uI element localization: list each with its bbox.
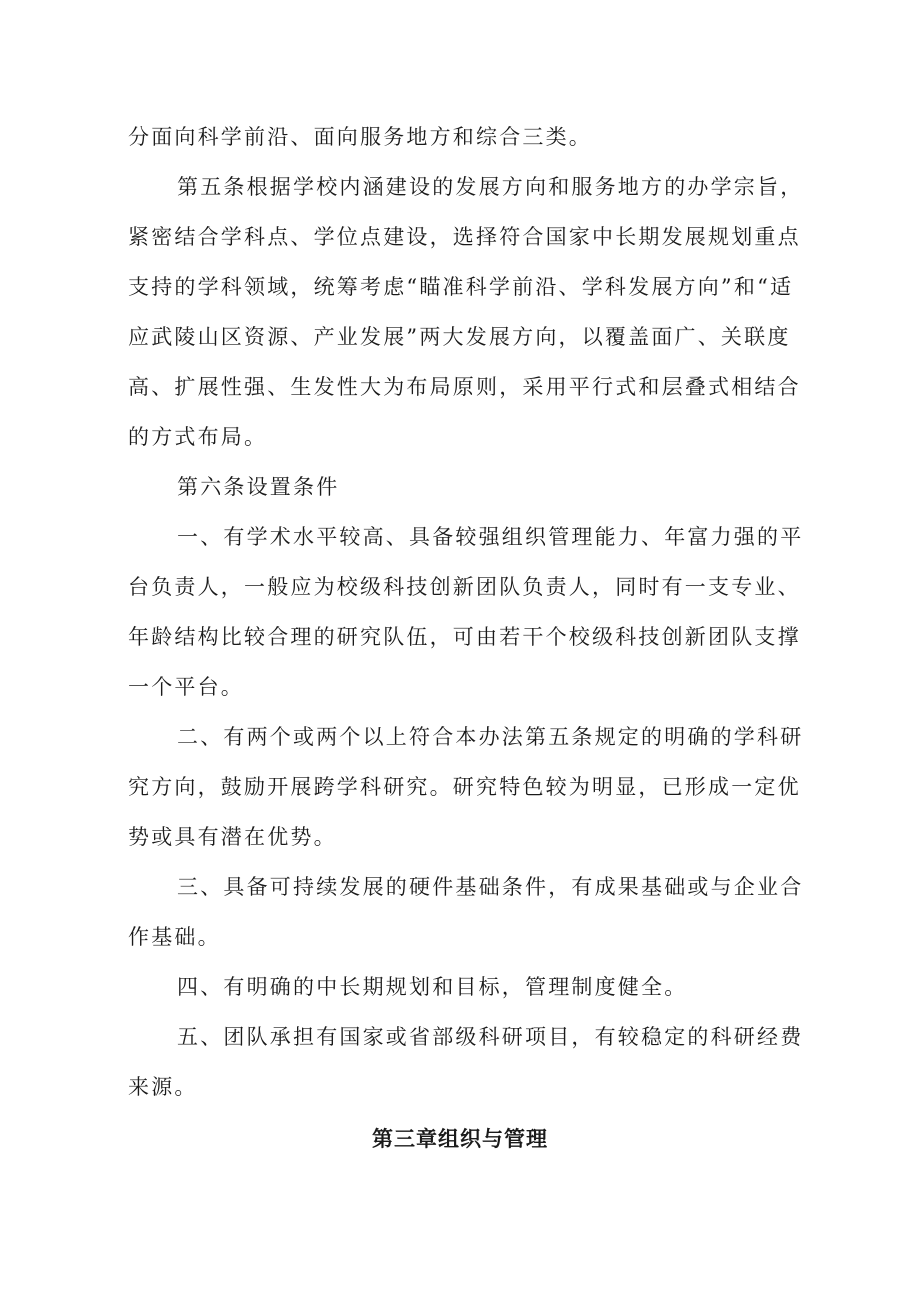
text-line-8: 第六条设置条件: [177, 475, 340, 499]
text-line-11: 年龄结构比较合理的研究队伍，可由若干个校级科技创新团队支撑: [128, 625, 801, 649]
text-line-16: 三、具备可持续发展的硬件基础条件，有成果基础或与企业合: [177, 875, 804, 899]
text-line-12: 一个平台。: [128, 675, 244, 699]
text-line-2: 第五条根据学校内涵建设的发展方向和服务地方的办学宗旨，: [177, 175, 804, 199]
text-line-4: 支持的学科领域，统筹考虑“瞄准科学前沿、学科发展方向”和“适: [128, 275, 794, 299]
text-line-19: 五、团队承担有国家或省部级科研项目，有较稳定的科研经费: [177, 1025, 804, 1049]
text-line-7: 的方式布局。: [128, 425, 268, 449]
text-line-20: 来源。: [128, 1075, 198, 1099]
text-line-3: 紧密结合学科点、学位点建设，选择符合国家中长期发展规划重点: [128, 225, 801, 249]
text-line-13: 二、有两个或两个以上符合本办法第五条规定的明确的学科研: [177, 725, 804, 749]
text-line-1: 分面向科学前沿、面向服务地方和综合三类。: [128, 125, 592, 149]
text-line-14: 究方向，鼓励开展跨学科研究。研究特色较为明显，已形成一定优: [128, 775, 801, 799]
text-line-18: 四、有明确的中长期规划和目标，管理制度健全。: [177, 975, 688, 999]
text-line-9: 一、有学术水平较高、具备较强组织管理能力、年富力强的平: [177, 525, 804, 549]
text-line-15: 势或具有潜在优势。: [128, 825, 337, 849]
text-line-5: 应武陵山区资源、产业发展”两大发展方向，以覆盖面广、关联度: [128, 325, 791, 349]
text-line-17: 作基础。: [128, 925, 221, 949]
text-line-6: 高、扩展性强、生发性大为布局原则，采用平行式和层叠式相结合: [128, 375, 801, 399]
text-line-10: 台负责人，一般应为校级科技创新团队负责人，同时有一支专业、: [128, 575, 801, 599]
chapter-heading: 第三章组织与管理: [372, 1126, 548, 1151]
